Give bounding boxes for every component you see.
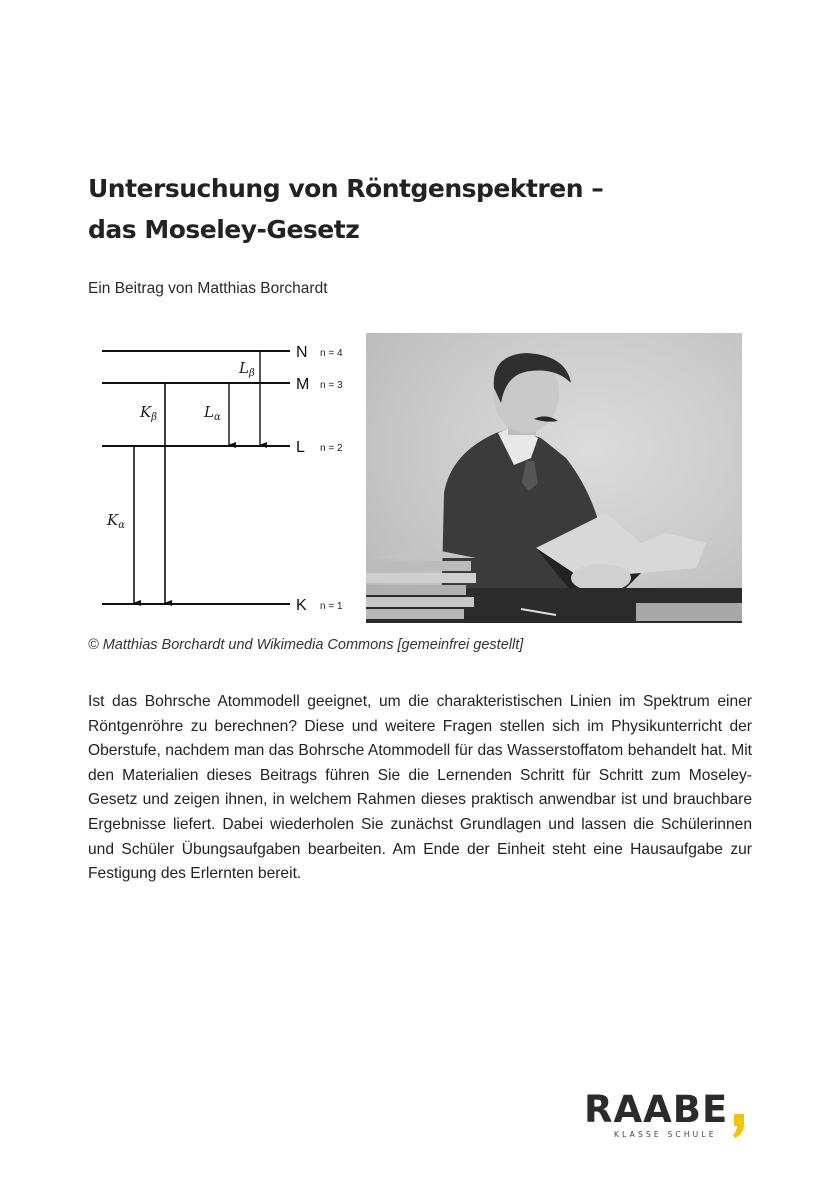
label-l-alpha: $L_\alpha$	[204, 403, 221, 423]
label-l-beta: $L_\beta$	[239, 359, 255, 379]
label-k-alpha: $K_\alpha$	[107, 511, 125, 531]
page-title	[88, 168, 748, 250]
shell-label-l: L	[296, 439, 305, 456]
energy-level-diagram	[90, 335, 360, 625]
shell-label-m: M	[296, 376, 310, 393]
photo-figure-hand	[571, 564, 631, 592]
moseley-portrait-photo	[366, 333, 742, 623]
logo-tagline: KLASSE SCHULE	[614, 1130, 717, 1139]
title-line-1: Untersuchung von Röntgenspektren –	[88, 174, 604, 203]
author-line: Ein Beitrag von Matthias Borchardt	[88, 280, 328, 297]
n-label-2: n = 2	[320, 443, 343, 454]
shell-label-n: N	[296, 344, 308, 361]
logo-wordmark: RAABE	[584, 1088, 729, 1131]
title-line-2: das Moseley-Gesetz	[88, 215, 360, 244]
logo-comma-icon	[732, 1114, 744, 1138]
photo-book-right	[636, 603, 742, 621]
intro-paragraph: Ist das Bohrsche Atommodell geeignet, um die charakteristischen Linien im Spektrum einer Röntgenröhre zu berechnen? Diese und weitere Fragen stellen sich im Physikunterricht der Oberstufe, nachdem man das Bohrsche Atommodell für das Wasserstoffatom behandelt hat. Mit den Materialien dieses Beitrags führen Sie die Lernenden Schritt für Schritt zum Moseley-Gesetz und zeigen ihnen, in welchem Rahmen dieses praktisch anwendbar ist und brauchbare Ergebnisse liefert. Dabei wiederholen Sie zunächst Grundlagen und lassen die Schülerinnen und Schüler Übungsaufgaben bearbeiten. Am Ende der Einheit steht eine Hausaufgabe zur Festigung des Erlernten bereit.	[88, 693, 752, 883]
n-label-1: n = 1	[320, 601, 343, 612]
image-caption: © Matthias Borchardt und Wikimedia Commons [gemeinfrei gestellt]	[88, 637, 524, 653]
n-label-4: n = 4	[320, 348, 343, 359]
label-k-beta: $K_\beta$	[140, 403, 157, 423]
shell-label-k: K	[296, 597, 307, 614]
raabe-logo	[584, 1090, 754, 1144]
n-label-3: n = 3	[320, 380, 343, 391]
